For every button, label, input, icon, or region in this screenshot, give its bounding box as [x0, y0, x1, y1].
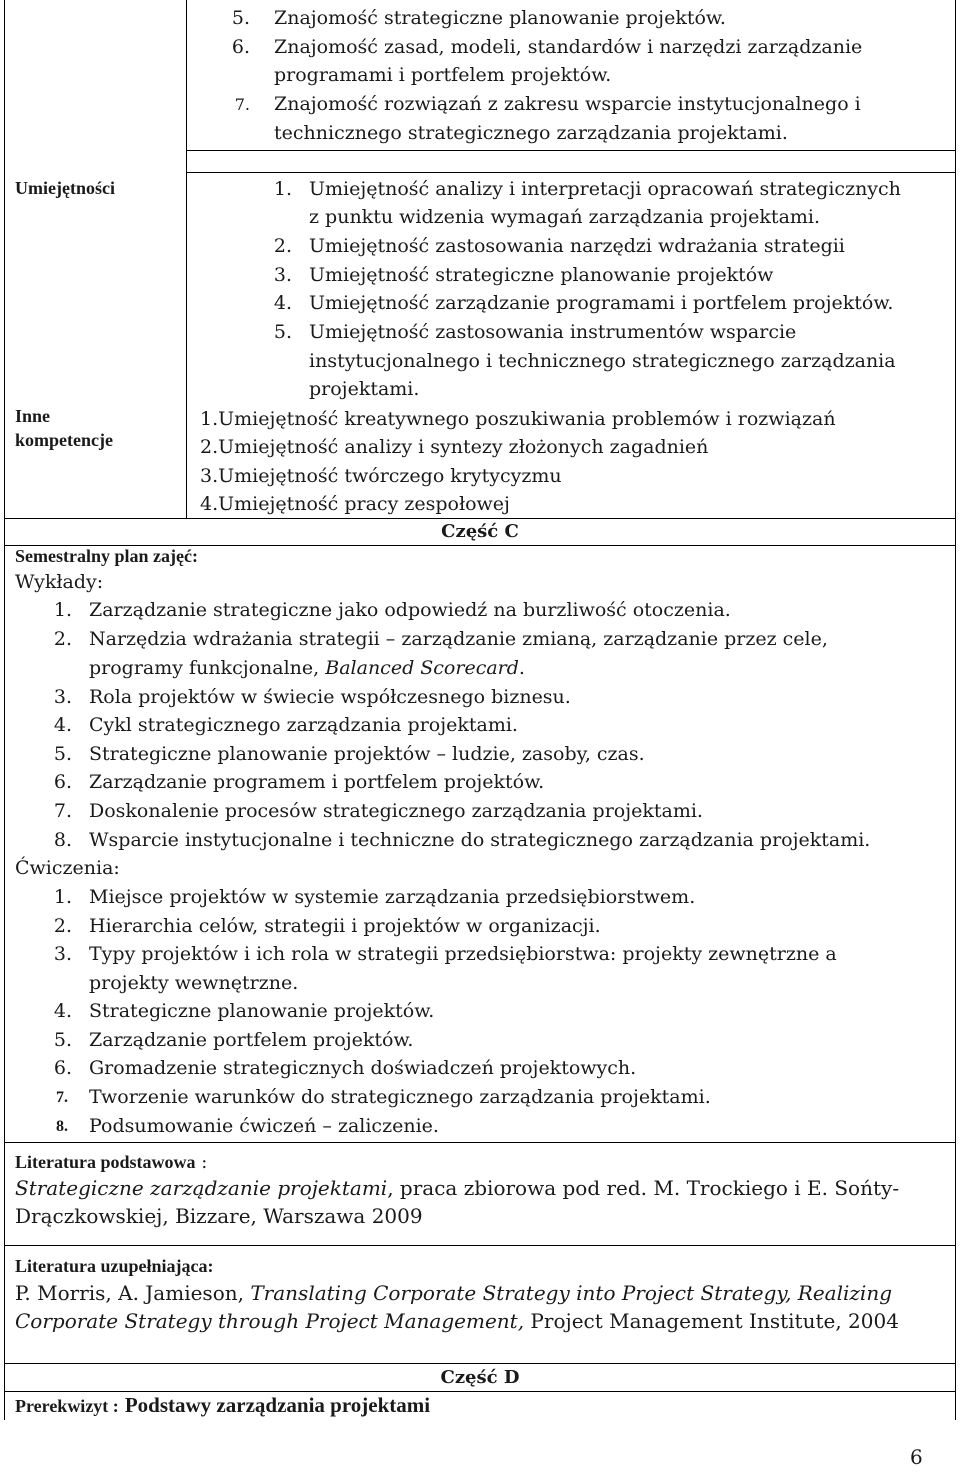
list-item-number: 2.: [53, 628, 72, 650]
list-item-number: 4.: [53, 1000, 72, 1022]
list-item-number: 5.: [53, 1029, 72, 1051]
list-item-text: Strategiczne planowanie projektów – ludzie, zasoby, czas.: [89, 743, 645, 765]
other-competences-label: Inne: [15, 406, 51, 426]
list-item-number: 5.: [273, 321, 292, 343]
basic-literature-colon: :: [195, 1152, 208, 1173]
exercises-label: Ćwiczenia:: [15, 857, 120, 879]
list-item-number: 5.: [53, 743, 72, 765]
lectures-label: Wykłady:: [15, 571, 104, 593]
list-item-text: Umiejętność strategiczne planowanie projektów: [309, 264, 774, 286]
list-item-text: Rola projektów w świecie współczesnego biznesu.: [89, 686, 571, 708]
list-item-text: Umiejętność zarządzanie programami i portfelem projektów.: [309, 292, 894, 314]
list-item-text: Wsparcie instytucjonalne i techniczne do strategicznego zarządzania projektami.: [89, 829, 871, 851]
supplementary-literature-details: Project Management Institute, 2004: [524, 1309, 899, 1333]
table-row-divider: [186, 172, 955, 173]
supplementary-literature-entry: [15, 1279, 892, 1308]
table-row-divider: [4, 1245, 955, 1246]
list-item-number: 1.: [53, 599, 72, 621]
list-item-text: instytucjonalnego i technicznego strategicznego zarządzania: [309, 350, 896, 372]
prerequisite-value: Podstawy zarządzania projektami: [124, 1393, 431, 1417]
prerequisite: [15, 1391, 430, 1421]
list-item-text: z punktu widzenia wymagań zarządzania projektami.: [309, 206, 821, 228]
supplementary-literature-label: Literatura uzupełniająca:: [15, 1256, 214, 1276]
list-item-text: Strategiczne planowanie projektów.: [89, 1000, 435, 1022]
basic-literature-details: , praca zbiorowa pod red. M. Trockiego i E. Sońty-: [387, 1176, 900, 1200]
list-item: 1.Umiejętność kreatywnego poszukiwania problemów i rozwiązań: [200, 408, 836, 430]
basic-literature-heading: [15, 1148, 207, 1177]
list-item-number: 2.: [53, 915, 72, 937]
list-item-number: 6.: [53, 1057, 72, 1079]
supplementary-literature-authors: P. Morris, A. Jamieson,: [15, 1281, 251, 1305]
list-item-text: Gromadzenie strategicznych doświadczeń projektowych.: [89, 1057, 637, 1079]
list-item-text: Zarządzanie strategiczne jako odpowiedź na burzliwość otoczenia.: [89, 599, 731, 621]
skills-label: Umiejętności: [15, 178, 115, 198]
list-item-text: Znajomość strategiczne planowanie projektów.: [274, 7, 726, 29]
list-item-number: 7.: [53, 800, 72, 822]
supplementary-literature-entry-cont: [15, 1307, 899, 1336]
list-item-number: 7.: [234, 95, 250, 114]
list-item-number: 3.: [273, 264, 292, 286]
plan-label: Semestralny plan zajęć:: [15, 546, 198, 566]
list-item-text: Umiejętność zastosowania narzędzi wdrażania strategii: [309, 235, 845, 257]
table-column-divider: [186, 0, 187, 518]
table-row-divider: [186, 150, 955, 151]
list-item-number: 5.: [231, 7, 250, 29]
list-item-number: 1.: [273, 178, 292, 200]
page-number: 6: [910, 1445, 923, 1469]
list-item-number: 4.: [53, 714, 72, 736]
list-item-text: Umiejętność zastosowania instrumentów wsparcie: [309, 321, 797, 343]
basic-literature-label: Literatura podstawowa: [15, 1152, 196, 1172]
table-border-left: [4, 0, 5, 1420]
other-competences-label: kompetencje: [15, 430, 113, 450]
prerequisite-label: Prerekwizyt :: [15, 1396, 119, 1416]
list-item-text: projektami.: [309, 378, 420, 400]
list-item-number: 6.: [231, 36, 250, 58]
list-item-text: technicznego strategicznego zarządzania projektami.: [274, 122, 788, 144]
list-item: 3.Umiejętność twórczego krytycyzmu: [200, 465, 562, 487]
list-item-text: Miejsce projektów w systemie zarządzania przedsiębiorstwem.: [89, 886, 696, 908]
table-row-divider: [4, 1142, 955, 1143]
list-item-number: 2.: [273, 235, 292, 257]
list-item-text: Znajomość rozwiązań z zakresu wsparcie instytucjonalnego i: [274, 93, 861, 115]
list-item-text: Zarządzanie portfelem projektów.: [89, 1029, 414, 1051]
list-item-text: Doskonalenie procesów strategicznego zarządzania projektami.: [89, 800, 703, 822]
list-item-text: Podsumowanie ćwiczeń – zaliczenie.: [89, 1115, 439, 1137]
part-d-heading: Część D: [440, 1367, 520, 1388]
list-item-number: 7.: [56, 1089, 68, 1106]
list-item-text: Znajomość zasad, modeli, standardów i narzędzi zarządzanie: [274, 36, 863, 58]
list-item: 4.Umiejętność pracy zespołowej: [200, 493, 510, 515]
list-item-text: Umiejętność analizy i interpretacji opracowań strategicznych: [309, 178, 901, 200]
list-item-number: 8.: [56, 1118, 68, 1135]
list-item-number: 1.: [53, 886, 72, 908]
list-item-italic-text: Balanced Scorecard: [325, 657, 519, 679]
part-c-heading: Część C: [441, 521, 519, 542]
list-item-text: Narzędzia wdrażania strategii – zarządzanie zmianą, zarządzanie przez cele,: [89, 628, 828, 650]
table-border-right: [955, 0, 956, 1420]
list-item-number: 3.: [53, 686, 72, 708]
supplementary-literature-title: Corporate Strategy through Project Management,: [15, 1309, 525, 1333]
list-item-text: Zarządzanie programem i portfelem projektów.: [89, 771, 545, 793]
list-item-text: projekty wewnętrzne.: [89, 972, 299, 994]
list-item: 2.Umiejętność analizy i syntezy złożonych zagadnień: [200, 436, 709, 458]
supplementary-literature-title: Translating Corporate Strategy into Project Strategy, Realizing: [250, 1281, 893, 1305]
list-item-text: Typy projektów i ich rola w strategii przedsiębiorstwa: projekty zewnętrzne a: [89, 943, 837, 965]
basic-literature-entry-cont: Drączkowskiej, Bizzare, Warszawa 2009: [15, 1204, 423, 1228]
list-item-number: 4.: [273, 292, 292, 314]
basic-literature-title: Strategiczne zarządzanie projektami: [15, 1176, 388, 1200]
list-item-text: Hierarchia celów, strategii i projektów w organizacji.: [89, 915, 601, 937]
list-item-text: [89, 654, 525, 683]
list-item-text: programami i portfelem projektów.: [274, 64, 612, 86]
list-item-number: 8.: [53, 829, 72, 851]
table-row-divider: [4, 1363, 955, 1364]
list-item-text: .: [518, 657, 525, 679]
list-item-text: programy funkcjonalne,: [89, 657, 326, 679]
basic-literature-entry: [15, 1174, 899, 1203]
list-item-number: 6.: [53, 771, 72, 793]
list-item-text: Tworzenie warunków do strategicznego zarządzania projektami.: [89, 1086, 711, 1108]
list-item-text: Cykl strategicznego zarządzania projektami.: [89, 714, 518, 736]
list-item-number: 3.: [53, 943, 72, 965]
